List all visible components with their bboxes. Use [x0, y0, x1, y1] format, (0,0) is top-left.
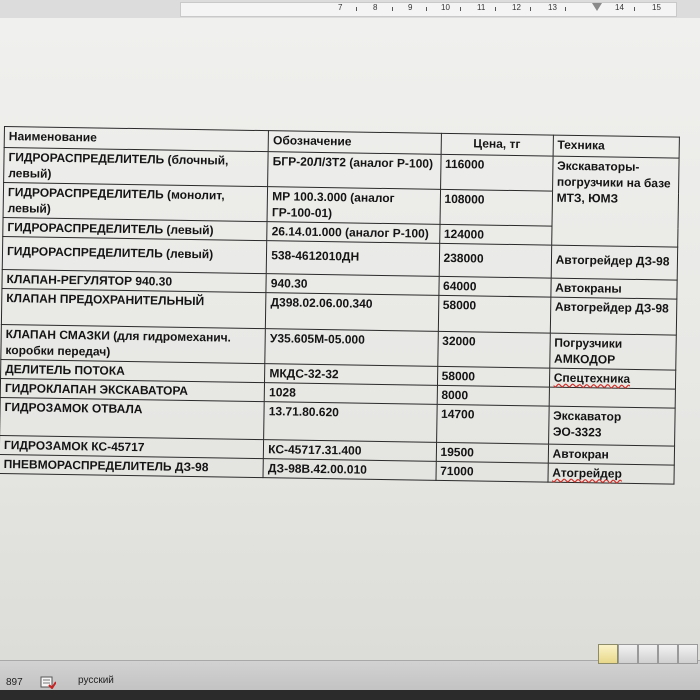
cell-designation: МКДС-32-32	[265, 364, 438, 386]
indent-marker-icon[interactable]	[592, 3, 602, 11]
ruler-tick	[426, 7, 427, 11]
cell-price: 14700	[436, 404, 549, 444]
status-word-count[interactable]: 897	[6, 677, 23, 688]
cell-price: 71000	[436, 461, 548, 482]
header-designation: Обозначение	[268, 131, 441, 155]
ruler-number: 7	[338, 3, 343, 12]
cell-price: 64000	[438, 276, 550, 297]
status-language[interactable]: русский	[78, 675, 114, 686]
cell-name: ГИДРОРАСПРЕДЕЛИТЕЛЬ (левый)	[3, 217, 268, 240]
cell-name: ГИДРОРАСПРЕДЕЛИТЕЛЬ (блочный, левый)	[4, 148, 269, 187]
cell-designation: 538-4612010ДН	[266, 241, 439, 277]
spellcheck-book-icon[interactable]	[40, 675, 56, 689]
cell-name: КЛАПАН ПРЕДОХРАНИТЕЛЬНЫЙ	[1, 288, 266, 328]
spellcheck-underlined-word: Атогрейдер	[552, 465, 622, 481]
print-layout-icon[interactable]	[598, 644, 618, 664]
cell-designation: ДЗ-98В.42.00.010	[263, 459, 436, 481]
ruler-tick	[495, 7, 496, 11]
view-buttons	[598, 644, 700, 666]
cell-price: 8000	[437, 385, 549, 406]
ruler-tick	[460, 7, 461, 11]
ruler-number: 14	[615, 3, 624, 12]
cell-equipment-group: Экскаваторы-погрузчики на базе МТЗ, ЮМЗ	[551, 156, 679, 247]
cell-price: 238000	[439, 243, 552, 278]
ruler-tick	[392, 7, 393, 11]
cell-price: 19500	[436, 442, 548, 463]
cell-price: 32000	[437, 331, 550, 368]
cell-name: ПНЕВМОРАСПРЕДЕЛИТЕЛЬ ДЗ-98	[0, 454, 264, 477]
outline-icon[interactable]	[658, 644, 678, 664]
cell-equipment	[548, 463, 675, 484]
ruler-number: 12	[512, 3, 521, 12]
cell-name: ГИДРОЗАМОК ОТВАЛА	[0, 397, 264, 439]
header-price	[441, 133, 553, 156]
parts-price-table	[0, 126, 680, 485]
cell-equipment: Автогрейдер ДЗ-98	[551, 245, 678, 280]
ruler-number: 15	[652, 3, 661, 12]
document-page[interactable]	[0, 18, 700, 660]
web-layout-icon[interactable]	[638, 644, 658, 664]
cell-designation: 1028	[264, 383, 437, 405]
monitor-bezel	[0, 690, 700, 700]
ruler-number: 9	[408, 3, 413, 12]
cell-designation: КС-45717.31.400	[264, 440, 437, 462]
cell-equipment	[549, 387, 676, 408]
ruler-tick	[356, 7, 357, 11]
cell-price: 58000	[437, 366, 549, 387]
ruler-text-area	[180, 2, 677, 17]
spellcheck-underlined-word: Спецтехника	[553, 370, 631, 386]
reading-layout-icon[interactable]	[618, 644, 638, 664]
cell-name: ДЕЛИТЕЛЬ ПОТОКА	[1, 359, 266, 382]
cell-name: ГИДРОЗАМОК КС-45717	[0, 435, 264, 458]
cell-designation: У35.605М-05.000	[265, 329, 438, 367]
ruler-tick	[634, 7, 635, 11]
cell-equipment: Автокран	[548, 444, 675, 465]
header-equipment: Техника	[553, 135, 680, 158]
cell-designation: 13.71.80.620	[264, 402, 437, 443]
cell-name: ГИДРОКЛАПАН ЭКСКАВАТОРА	[0, 378, 265, 401]
cell-equipment: Автогрейдер ДЗ-98	[550, 297, 677, 335]
header-price-label: Цена, тг	[473, 136, 521, 152]
cell-designation: Д398.02.06.00.340	[266, 293, 439, 332]
cell-equipment: Экскаватор ЭО-3323	[548, 406, 675, 446]
ruler-tick	[530, 7, 531, 11]
ruler-number: 11	[477, 3, 486, 12]
cell-name: ГИДРОРАСПРЕДЕЛИТЕЛЬ (левый)	[2, 236, 267, 273]
cell-price: 108000	[440, 189, 553, 226]
cell-designation: БГР-20Л/3Т2 (аналог Р-100)	[268, 152, 441, 190]
ruler-number: 8	[373, 3, 378, 12]
cell-name: КЛАПАН-РЕГУЛЯТОР 940.30	[2, 269, 267, 292]
cell-name: КЛАПАН СМАЗКИ (для гидромеханич. коробки передач)	[1, 324, 266, 363]
horizontal-ruler[interactable]	[0, 0, 700, 19]
cell-equipment: Погрузчики АМКОДОР	[549, 333, 676, 370]
header-name: Наименование	[4, 127, 269, 152]
cell-designation: 940.30	[266, 274, 439, 296]
cell-price: 124000	[439, 224, 551, 245]
cell-equipment: Автокраны	[551, 278, 678, 299]
ruler-number: 13	[548, 3, 557, 12]
cell-price: 58000	[438, 295, 551, 333]
cell-price: 116000	[440, 154, 553, 191]
ruler-number: 10	[441, 3, 450, 12]
ruler-tick	[565, 7, 566, 11]
cell-designation: МР 100.3.000 (аналог ГР-100-01)	[267, 187, 440, 225]
cell-name: ГИДРОРАСПРЕДЕЛИТЕЛЬ (монолит, левый)	[3, 183, 268, 222]
cell-designation: 26.14.01.000 (аналог Р-100)	[267, 222, 440, 244]
draft-icon[interactable]	[678, 644, 698, 664]
cell-equipment	[549, 368, 676, 389]
